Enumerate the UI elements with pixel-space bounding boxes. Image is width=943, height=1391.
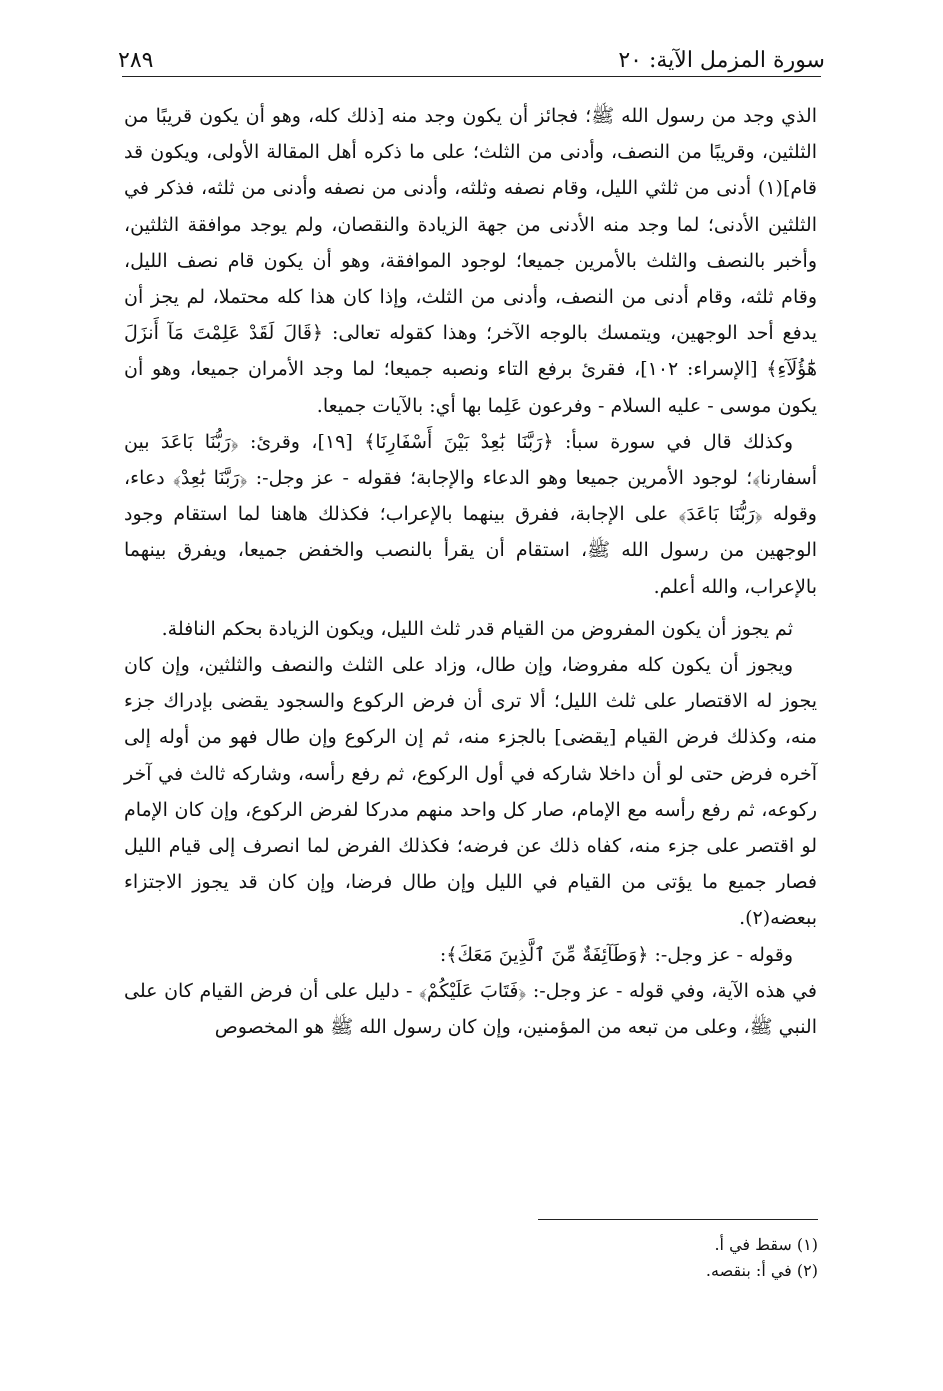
footnote: (٢) في أ: بنقصه. — [705, 1261, 818, 1280]
paragraph: ثم يجوز أن يكون المفروض من القيام قدر ثلث الليل، ويكون الزيادة بحكم النافلة. — [161, 617, 793, 640]
paragraph: وقوله - عز وجل-: ﴿وَطَآئِفَةٌ مِّنَ ٱلَّذِينَ مَعَكَ﴾: — [439, 943, 793, 966]
footnotes — [418, 1232, 818, 1284]
header-rule — [122, 76, 821, 77]
paragraph: وكذلك قال في سورة سبأ: ﴿رَبَّنَا بَٰعِدْ بَيْنَ أَسْفَارِنَا﴾ [١٩]، وقرئ: ﴿رَبُّنَا بَاعَدَ بين أسفارنا﴾؛ لوجود الأمرين جميعا وهو الدعاء والإجابة؛ فقوله - عز وجل-: ﴿رَبَّنَا بَٰعِدْ﴾ دعاء، وقوله ﴿رَبُّنَا بَاعَدَ﴾ على الإجابة، ففرق بينهما بالإعراب؛ فكذلك هاهنا لما استقام وجود الوجهين من رسول الله ﷺ، استقام أن يقرأ بالنصب والخفض جميعا، ويفرق بينهما بالإعراب، والله أعلم. — [124, 430, 817, 598]
main-text — [124, 98, 817, 1045]
paragraph: الذي وجد من رسول الله ﷺ؛ فجائز أن يكون وجد منه [ذلك كله، وهو أن يكون قريبًا من الثلثين، وقريبًا من النصف، وأدنى من الثلث؛ على ما ذكره أهل المقالة الأولى، ويكون قد قام](١) أدنى من ثلثي الليل، وقام نصفه وثلثه، وأدنى من نصفه وأدنى من ثلثه، فذكر في الثلثين الأدنى؛ لما وجد منه الأدنى من جهة الزيادة والنقصان، ولم يوجد موافقة الثلثين، وأخبر بالنصف والثلث بالأمرين جميعا؛ لوجود الموافقة، وهو أن يكون قام نصف الليل، وقام ثلثه، وقام أدنى من النصف، وأدنى من الثلث، وإذا كان هذا كله محتملا، لم يجز أن يدفع أحد الوجهين، ويتمسك بالوجه الآخر؛ وهذا كقوله تعالى: ﴿قَالَ لَقَدْ عَلِمْتَ مَآ أَنزَلَ هَٰٓؤُلَآءِ﴾ [الإسراء: ١٠٢]، فقرئ برفع التاء ونصبه جميعا؛ لما وجد الأمران جميعا، وهو أن يكون موسى - عليه السلام - وفرعون عَلِما بها أي: بالآيات جميعا. — [124, 105, 817, 417]
paragraph: في هذه الآية، وفي قوله - عز وجل-: ﴿فَتَابَ عَلَيْكُمْ﴾ - دليل على أن فرض القيام كان على النبي ﷺ، وعلى من تبعه من المؤمنين، وإن كان رسول الله ﷺ هو المخصوص — [124, 979, 817, 1039]
paragraph: ويجوز أن يكون كله مفروضا، وإن طال، وزاد على الثلث والنصف والثلثين، وإن كان يجوز له الاقتصار على ثلث الليل؛ ألا ترى أن فرض الركوع والسجود يقضى بإدراك جزء منه، وكذلك فرض القيام [يقضى] بالجزء منه، ثم إن الركوع وإن طال فهو من أوله إلى آخره فرض حتى لو أن داخلا شاركه في أول الركوع، ثم رفع رأسه، وشاركه ثالث في آخر ركوعه، ثم رفع رأسه مع الإمام، صار كل واحد منهم مدركا لفرض الركوع، وإن كان الإمام لو اقتصر على جزء منه، كفاه ذلك عن فرضه؛ فكذلك الفرض لما انصرف إلى قيام الليل فصار جميع ما يؤتى من القيام في الليل وإن طال فرضا، وإن كان قد يجوز الاجتزاء ببعضه(٢). — [124, 654, 817, 930]
footnote-rule — [538, 1219, 818, 1220]
page-number: ٢٨٩ — [118, 48, 154, 73]
footnote: (١) سقط في أ. — [714, 1235, 818, 1254]
page-header — [118, 40, 825, 74]
running-title: سورة المزمل الآية: ٢٠ — [618, 48, 825, 73]
